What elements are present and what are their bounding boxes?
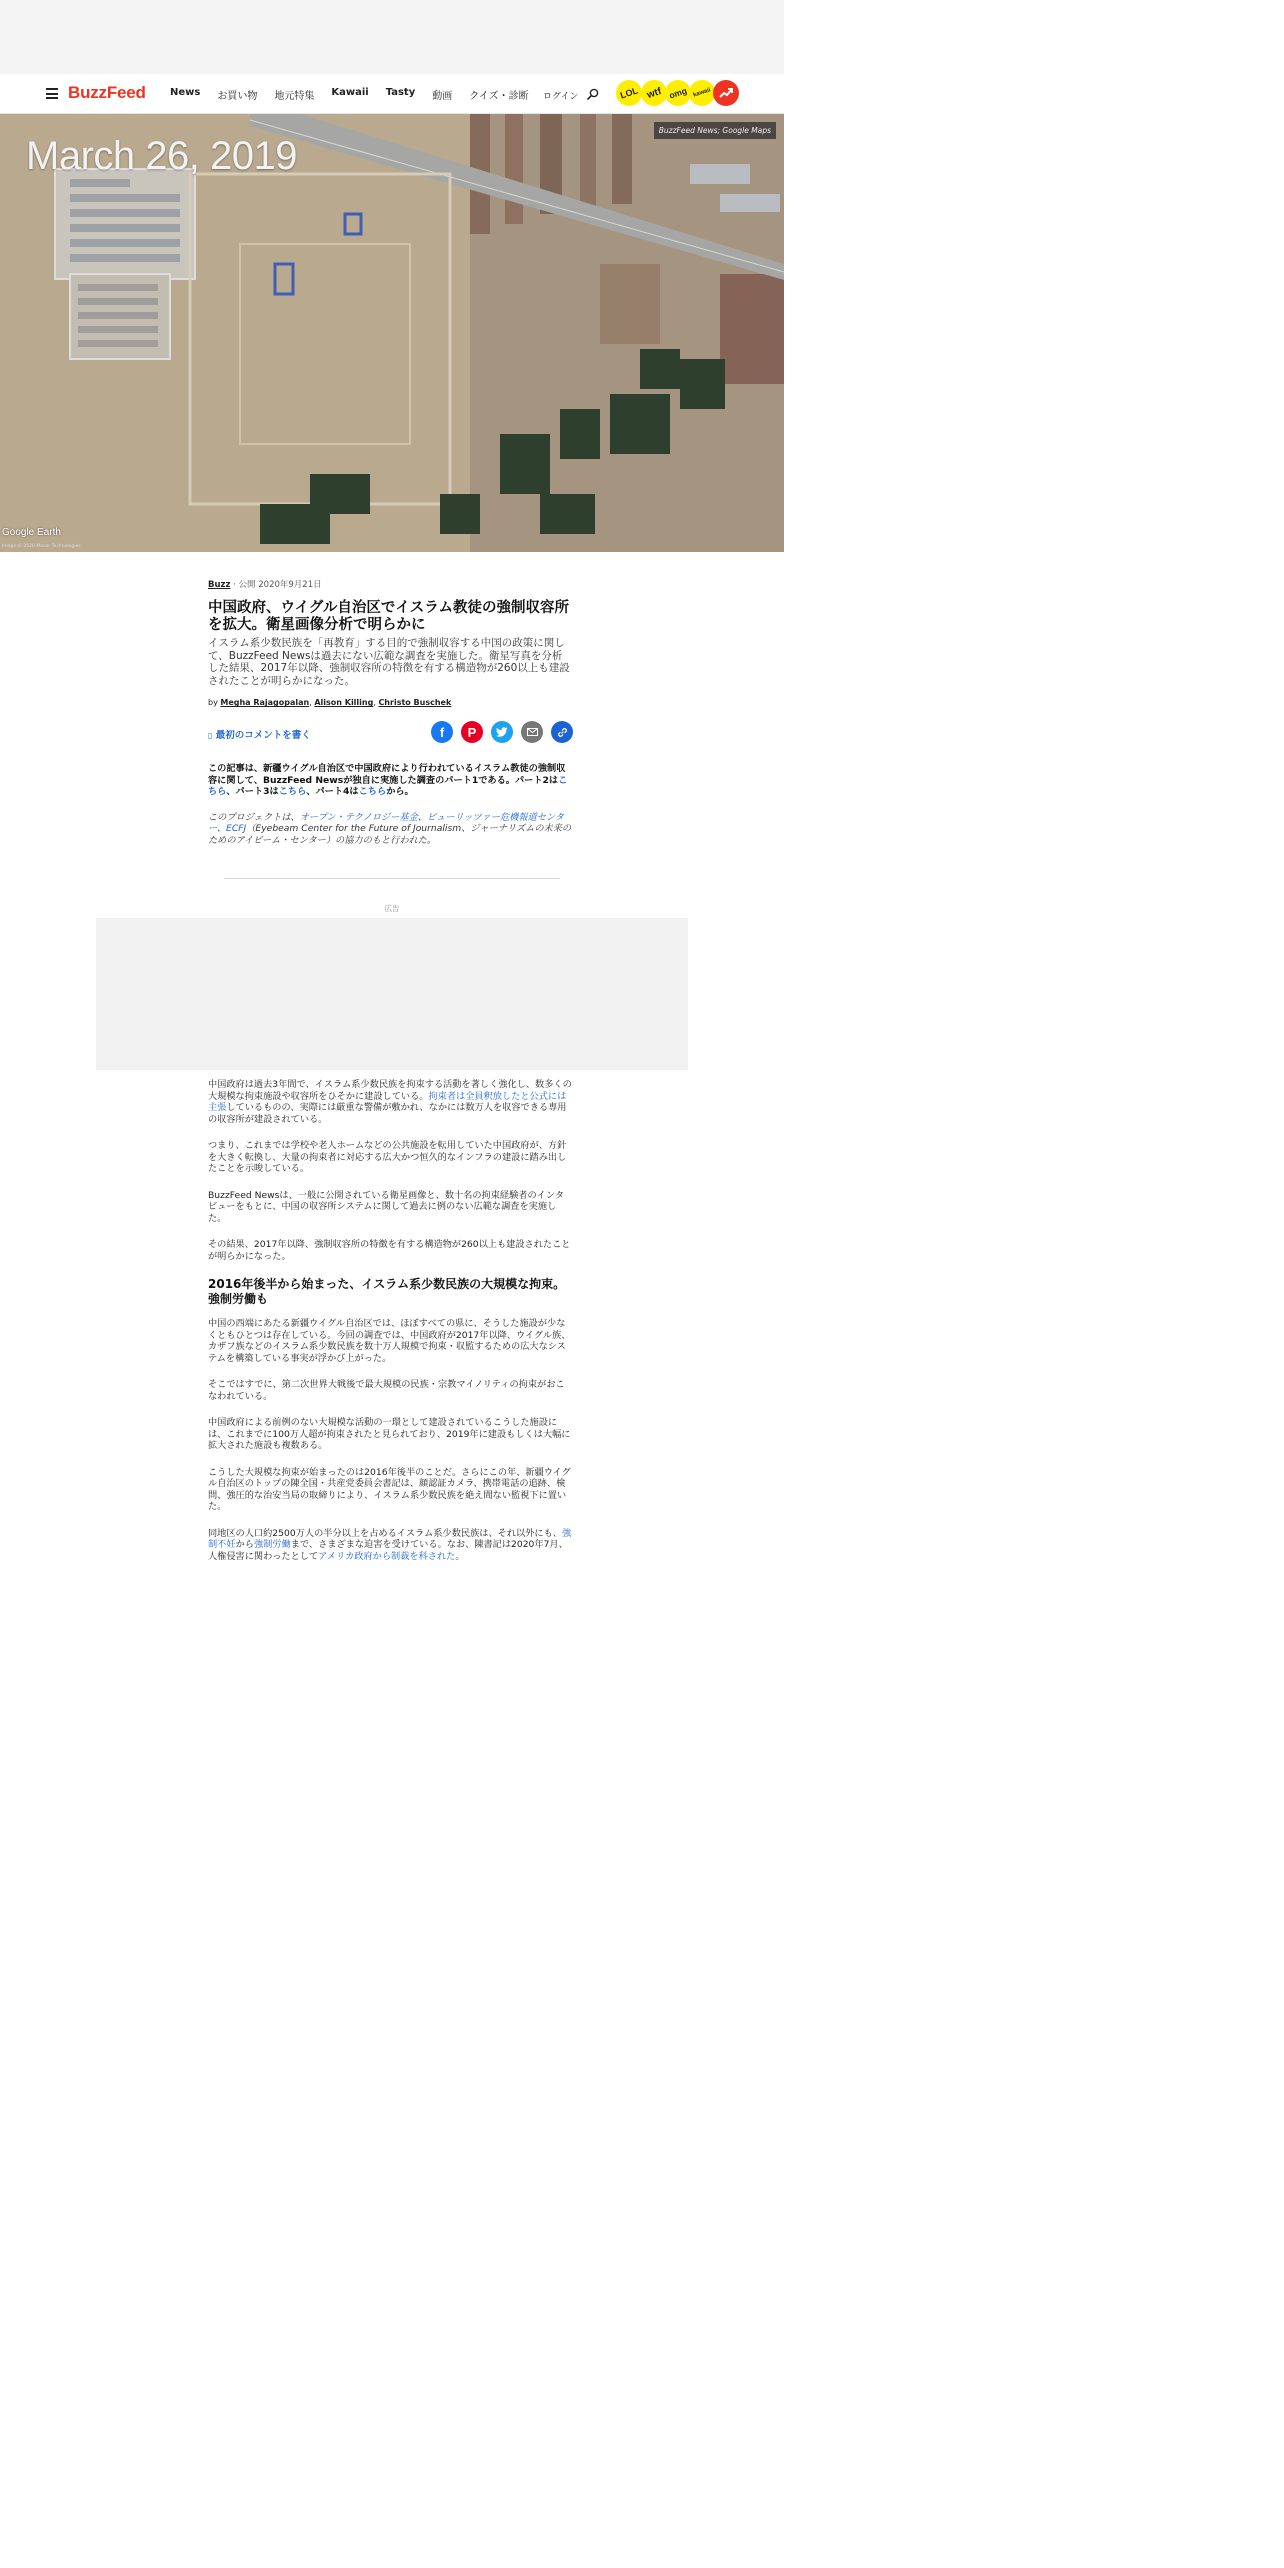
meta-separator: ·	[233, 580, 239, 590]
paragraph-text: 同地区の人口約2500万人の半分以上を占めるイスラム系少数民族は、それ以外にも、	[208, 1527, 562, 1539]
inline-link[interactable]: アメリカ政府から制裁を科された	[318, 1550, 456, 1562]
intro-text: から。	[386, 786, 414, 798]
byline-prefix: by	[208, 698, 218, 708]
comment-icon: ▯	[208, 731, 213, 741]
paragraph-text: から	[235, 1539, 254, 1550]
inline-ad[interactable]	[96, 918, 688, 1070]
pinterest-icon: P	[467, 724, 477, 740]
nav-item-video[interactable]: 動画	[432, 91, 453, 102]
intro-text: この記事は、新疆ウイグル自治区で中国政府により行われているイスラム教徒の強制収容に関して、BuzzFeed Newsが独自に実施した調査のパート1である。パート2は	[208, 763, 566, 786]
article-dek: イスラム系少数民族を「再教育」する目的で強制収容する中国の政策に関して、BuzzFeed Newsは過去にない広範な調査を実施した。衛星写真を分析した結果、2017年以降、強制収容所の特徴を有する構造物が260以上も建設されたことが明らかになった。	[208, 637, 570, 687]
author-link[interactable]: Alison Killing	[314, 698, 374, 708]
project-credits	[208, 812, 572, 847]
badge-omg[interactable]	[665, 80, 691, 106]
badge-wtf[interactable]	[641, 80, 667, 106]
body-paragraph: そこではすでに、第二次世界大戦後で最大規模の民族・宗教マイノリティの拘束がおこなわれている。	[208, 1379, 565, 1402]
inline-link[interactable]: 強制不妊	[208, 1527, 572, 1550]
body-paragraph: BuzzFeed Newsは、一般に公開されている衛星画像と、数十名の拘束経験者のインタビューをもとに、中国の収容所システムに関して過去に例のない広範な調査を実施した。	[208, 1189, 564, 1224]
badge-kawaii-label: kawaii	[692, 87, 712, 99]
credits-text: 、	[216, 823, 227, 835]
inline-link[interactable]: 強制労働	[253, 1539, 291, 1550]
body-paragraph: こうした大規模な拘束が始まったのは2016年後半のことだ。さらにこの年、新疆ウイグル自治区のトップの陳全国・共産党委員会書記は、顔認証カメラ、携帯電話の追跡、検問、強圧的な治安当局の取締りにより、イスラム系少数民族を絶え間ない監視下に置いた。	[208, 1466, 571, 1512]
body-paragraph: その結果、2017年以降、強制収容所の特徴を有する構造物が260以上も建設されたことが明らかになった。	[208, 1239, 571, 1262]
article-header	[208, 578, 572, 846]
section-heading: 2016年後半から始まった、イスラム系少数民族の大規模な拘束。強制労働も	[208, 1277, 566, 1306]
twitter-share-button[interactable]	[491, 721, 513, 743]
body-paragraph: つまり、これまでは学校や老人ホームなどの公共施設を転用していた中国政府が、方針を大きく転換し、大量の拘束者に対応する広大かつ恒久的なインフラの建設に踏み出したことを示唆している。	[208, 1140, 567, 1174]
badge-omg-label: omg	[667, 85, 689, 101]
hero-date-overlay: March 26, 2019	[26, 134, 297, 178]
google-earth-watermark: Google Earth	[2, 527, 61, 538]
email-icon	[527, 728, 538, 736]
credits-text: 、	[417, 811, 427, 823]
badge-wtf-label: wtf	[645, 85, 663, 101]
comment-link[interactable]	[208, 727, 311, 741]
section-divider	[224, 878, 560, 879]
pulitzer-link[interactable]: ピューリッツァー危機報道センター	[208, 811, 564, 835]
nav-item-shopping[interactable]: お買い物	[217, 91, 258, 102]
login-link[interactable]: ログイン	[543, 92, 579, 102]
intro-text: 、パート4は	[306, 786, 359, 798]
part2-link[interactable]: こちら	[208, 774, 568, 798]
search-icon[interactable]	[587, 88, 599, 100]
credits-text: （Eyebeam Center for the Future of Journalism、ジャーナリズムの未来のためのアイビーム・センター）の協力のもと行われた。	[208, 823, 572, 846]
trending-icon[interactable]	[713, 80, 739, 106]
top-ad-banner	[0, 0, 784, 74]
badge-lol[interactable]	[616, 80, 642, 106]
facebook-share-button[interactable]	[431, 721, 453, 743]
credits-text: このプロジェクトは、	[208, 811, 300, 823]
body-paragraph	[208, 1079, 572, 1125]
badge-kawaii[interactable]	[689, 80, 715, 106]
category-link[interactable]: Buzz	[208, 580, 231, 590]
part3-link[interactable]: こちら	[278, 786, 307, 798]
nav-item-kawaii[interactable]: Kawaii	[331, 87, 369, 98]
email-share-button[interactable]	[521, 721, 543, 743]
article-meta	[208, 578, 572, 590]
paragraph-text: しているものの、実際には厳重な警備が敷かれ、なかには数万人を収容できる専用の収容所が建設されている。	[208, 1102, 567, 1125]
badge-lol-label: LOL	[618, 85, 640, 101]
author-link[interactable]: Christo Buschek	[378, 698, 452, 708]
comment-link-label: 最初のコメントを書く	[215, 730, 311, 742]
pinterest-share-button[interactable]	[461, 721, 483, 743]
copy-link-button[interactable]	[551, 721, 573, 743]
paragraph-text: 。	[455, 1550, 465, 1562]
ecfj-link[interactable]: ECFJ	[226, 823, 247, 835]
link-icon	[557, 727, 568, 738]
satellite-image-graphic	[0, 114, 784, 552]
intro-text: 、パート3は	[226, 786, 279, 798]
byline: by Megha Rajagopalan, Alison Killing, Christo Buschek	[208, 698, 452, 708]
body-paragraph: 中国政府による前例のない大規模な活動の一環として建設されているこうした施設には、これまでに100万人超が拘束されたと見られており、2019年に建設もしくは大幅に拡大された施設も複数ある。	[208, 1417, 571, 1451]
image-attribution: Image © 2020 Maxar Technologies	[2, 544, 81, 549]
publish-date: 公開 2020年9月21日	[238, 580, 322, 590]
buzzfeed-logo[interactable]: BuzzFeed	[68, 83, 146, 102]
facebook-icon: f	[439, 724, 445, 740]
nav-item-quiz[interactable]: クイズ・診断	[469, 91, 529, 102]
otf-link[interactable]: オープン・テクノロジー基金	[299, 811, 418, 823]
author-link[interactable]: Megha Rajagopalan	[220, 698, 310, 708]
ad-label: 広告	[384, 904, 400, 913]
image-credit: BuzzFeed News; Google Maps	[654, 122, 776, 139]
part4-link[interactable]: こちら	[358, 786, 387, 798]
article-body	[208, 1079, 572, 1577]
body-paragraph: 中国の西端にあたる新疆ウイグル自治区では、ほぼすべての県に、そうした施設が少なくともひとつは存在している。今回の調査では、中国政府が2017年以降、ウイグル族、カザフ族などのイスラム系少数民族を数十万人規模で拘束・収監するための広大なシステムを構築している事実が浮かび上がった。	[208, 1318, 571, 1364]
body-paragraph	[208, 1528, 572, 1563]
inline-link[interactable]: 拘束者は全員釈放したと公式には主張	[208, 1090, 567, 1113]
nav-item-tasty[interactable]: Tasty	[385, 87, 416, 98]
article-actions	[208, 721, 572, 745]
twitter-icon	[496, 727, 508, 737]
article-title: 中国政府、ウイグル自治区でイスラム教徒の強制収容所を拡大。衛星画像分析で明らかに	[208, 600, 570, 633]
nav-item-local[interactable]: 地元特集	[274, 91, 315, 102]
hamburger-icon[interactable]	[46, 88, 58, 99]
nav-menu	[170, 87, 546, 102]
nav-item-news[interactable]: News	[170, 87, 201, 98]
paragraph-text: 中国政府は過去3年間で、イスラム系少数民族を拘束する活動を著しく強化し、数多くの大規模な拘束施設や収容所をひそかに建設している。	[208, 1079, 572, 1102]
hero-satellite-image	[0, 114, 784, 552]
paragraph-text: まで、さまざまな迫害を受けている。なお、陳書記は2020年7月、人権侵害に関わったとして	[208, 1539, 568, 1562]
series-intro	[208, 763, 572, 798]
